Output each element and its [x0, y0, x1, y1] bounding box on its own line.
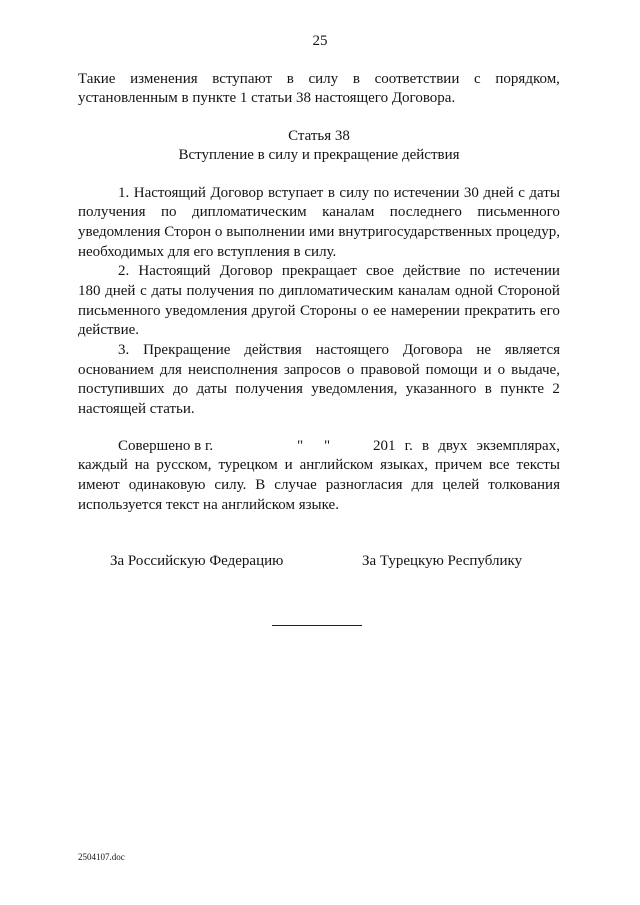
- word: процедур,: [496, 223, 560, 240]
- text-line: [78, 302, 560, 322]
- article-number: Статья 38: [288, 127, 350, 144]
- word: по: [373, 184, 390, 201]
- word: получения: [186, 282, 254, 299]
- word: 201: [373, 437, 396, 454]
- word: Такие: [78, 70, 116, 87]
- word: действия: [244, 342, 302, 358]
- word: каждый: [78, 457, 128, 474]
- word: его: [539, 302, 560, 319]
- word: о: [497, 361, 506, 378]
- word: силу: [339, 184, 370, 201]
- word: выдаче,: [511, 361, 560, 378]
- word: ее: [373, 302, 387, 319]
- word: о: [346, 361, 355, 378]
- clause-3: [78, 341, 560, 420]
- word: даты: [151, 282, 182, 299]
- text-line: [78, 70, 560, 90]
- word: свое: [365, 263, 394, 280]
- word: о: [361, 302, 369, 319]
- word: по: [258, 282, 275, 299]
- word: случае: [274, 476, 317, 493]
- word: с: [518, 184, 525, 201]
- word: истечении: [393, 184, 460, 201]
- intro-paragraph: [78, 70, 560, 109]
- text-line: настоящей статьи.: [78, 401, 195, 418]
- word: по: [469, 263, 486, 280]
- word: целей: [442, 476, 480, 493]
- word: письменного: [477, 204, 560, 221]
- word: разногласия: [325, 476, 403, 493]
- closing-first-line: [78, 437, 560, 457]
- word: намерении: [390, 302, 460, 319]
- word: толкования: [488, 476, 560, 493]
- word: дней: [483, 184, 514, 201]
- word: Договор: [210, 184, 264, 201]
- word: с: [474, 70, 481, 87]
- word: прекращает: [281, 263, 357, 280]
- word: экземплярах,: [476, 437, 560, 454]
- word: действие: [403, 263, 461, 280]
- word: в: [484, 381, 492, 398]
- word: 2: [552, 381, 560, 398]
- word: 3.: [118, 342, 130, 358]
- word: выполнении: [226, 223, 306, 240]
- word: каналам: [322, 204, 375, 221]
- text-line: используется текст на английском языке.: [78, 496, 339, 513]
- word: основанием: [78, 361, 154, 378]
- text-line: [118, 184, 560, 204]
- word: по: [160, 204, 177, 221]
- word: силу: [308, 70, 339, 87]
- text-line: установленным в пункте 1 статьи 38 настоящего Договора.: [78, 90, 456, 107]
- word: силу.: [214, 476, 247, 493]
- word: уведомления: [78, 223, 161, 240]
- article-heading: [78, 127, 560, 166]
- word: языках,: [380, 457, 428, 474]
- word: все: [489, 457, 510, 474]
- word: внутригосударственных: [338, 223, 493, 240]
- word: 180: [78, 282, 101, 299]
- word: пункте: [500, 381, 545, 398]
- word: каналам: [398, 282, 451, 299]
- text-line: [78, 361, 560, 381]
- word: в: [286, 70, 294, 87]
- word: в: [421, 437, 430, 454]
- word: истечении: [494, 263, 560, 280]
- text-line: необходимых для его вступления в силу.: [78, 243, 337, 260]
- word: двух: [438, 437, 468, 454]
- text-line: [118, 341, 560, 361]
- word: дипломатическим: [278, 282, 394, 299]
- word: соответствии: [374, 70, 460, 87]
- word: другой: [251, 302, 296, 319]
- date-open-quote: ": [297, 437, 304, 454]
- word: настоящего: [315, 342, 389, 358]
- word: турецком: [218, 457, 278, 474]
- word: в: [352, 70, 360, 87]
- text-line: [118, 262, 560, 282]
- word: 1.: [118, 184, 130, 201]
- word: дипломатическим: [191, 204, 307, 221]
- word: не: [476, 342, 492, 358]
- word: 30: [463, 184, 479, 201]
- word: г.: [404, 437, 413, 454]
- word: уведомления: [164, 302, 248, 319]
- text-line: [78, 282, 560, 302]
- word: прекратить: [464, 302, 536, 319]
- text-line: [78, 456, 560, 476]
- closing-paragraph: [78, 437, 560, 516]
- word: причем: [434, 457, 483, 474]
- word: на: [134, 457, 150, 474]
- text-line: [78, 203, 560, 223]
- word: для: [159, 361, 182, 378]
- text-line: [78, 476, 560, 496]
- footer-filename: 2504107.doc: [78, 852, 125, 862]
- word: правовой: [360, 361, 420, 378]
- word: даты: [529, 184, 560, 201]
- word: 2.: [118, 263, 130, 280]
- signature-turkish-republic: За Турецкую Республику: [362, 552, 523, 569]
- word: получения: [235, 381, 303, 398]
- word: одной: [454, 282, 494, 299]
- word: последнего: [389, 204, 462, 221]
- word: изменения: [130, 70, 198, 87]
- word: и: [284, 457, 293, 474]
- word: вступает: [267, 184, 324, 201]
- article-title: Вступление в силу и прекращение действия: [178, 147, 460, 164]
- page-number: 25: [312, 33, 328, 49]
- text-line: [78, 380, 560, 400]
- word: поступивших: [78, 381, 165, 398]
- text-line: действие.: [78, 322, 140, 339]
- word: письменного: [78, 302, 161, 319]
- word: запросов: [283, 361, 341, 378]
- article-clauses: [78, 184, 560, 420]
- word: одинаковую: [128, 476, 206, 493]
- word: В: [255, 476, 266, 493]
- word: дней: [105, 282, 136, 299]
- word: с: [140, 282, 147, 299]
- word: русском,: [156, 457, 212, 474]
- word: Стороны: [299, 302, 357, 319]
- word: порядком,: [495, 70, 560, 87]
- word: английском: [299, 457, 374, 474]
- word: Настоящий: [138, 263, 211, 280]
- clause-2: [78, 262, 560, 341]
- word: Сторон: [164, 223, 211, 240]
- end-divider-line: [272, 625, 362, 626]
- word: имеют: [78, 476, 120, 493]
- word: уведомления,: [311, 381, 398, 398]
- word: вступают: [212, 70, 273, 87]
- word: является: [504, 342, 560, 358]
- word: о: [214, 223, 223, 240]
- word: получения: [78, 204, 146, 221]
- date-close-quote: ": [324, 437, 331, 454]
- done-at-label: Совершено в г.: [118, 437, 214, 454]
- word: ими: [308, 223, 335, 240]
- word: Прекращение: [143, 342, 231, 358]
- word: для: [411, 476, 434, 493]
- clause-1: [78, 184, 560, 263]
- word: неисполнения: [187, 361, 278, 378]
- year-and-copies: [373, 437, 560, 457]
- word: Стороной: [497, 282, 560, 299]
- word: даты: [196, 381, 228, 398]
- signature-russian-federation: За Российскую Федерацию: [110, 552, 284, 569]
- word: указанного: [405, 381, 477, 398]
- text-line: [78, 223, 560, 243]
- word: и: [483, 361, 492, 378]
- word: Договора: [402, 342, 463, 358]
- word: Настоящий: [133, 184, 206, 201]
- word: помощи: [425, 361, 478, 378]
- word: тексты: [516, 457, 560, 474]
- word: Договор: [219, 263, 273, 280]
- word: в: [327, 184, 335, 201]
- word: до: [173, 381, 189, 398]
